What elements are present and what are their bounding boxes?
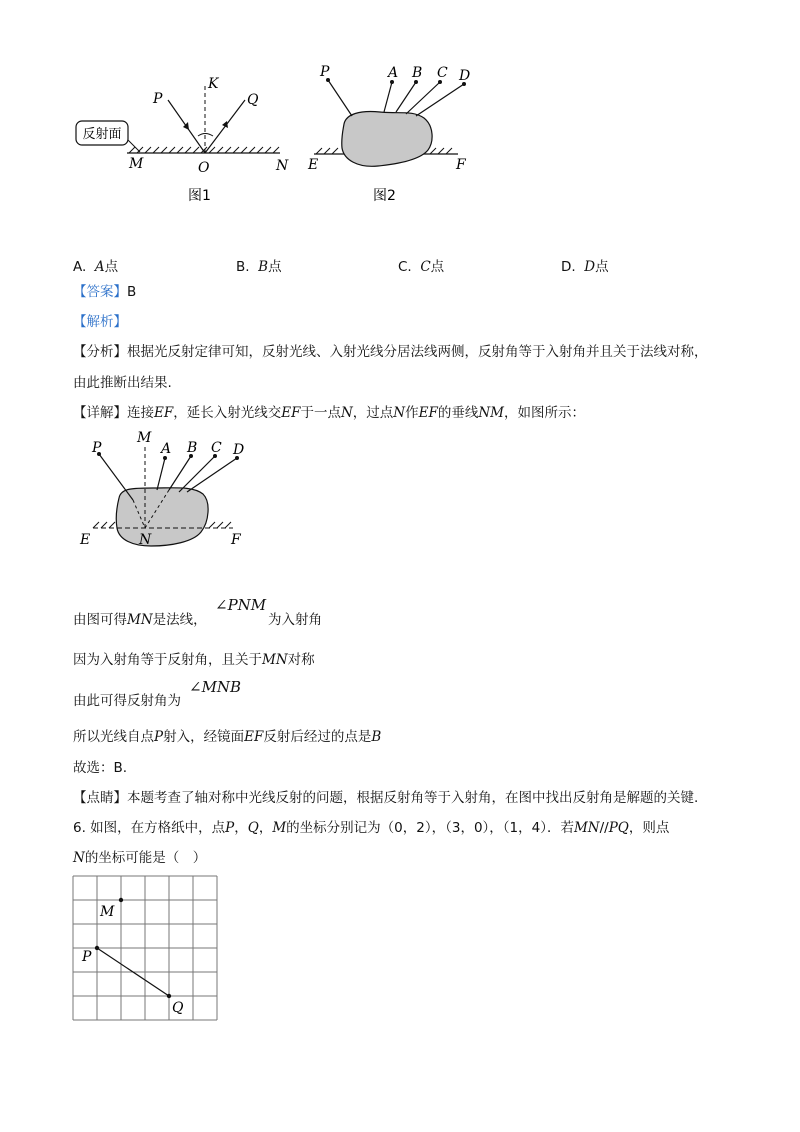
option-b: B. B点 bbox=[236, 259, 282, 275]
step-1-right: 为入射角 bbox=[268, 612, 322, 628]
rock-shape bbox=[342, 112, 432, 167]
figure-3 bbox=[75, 430, 275, 555]
option-c: C. C点 bbox=[398, 259, 445, 275]
answer-value: B bbox=[127, 284, 137, 300]
label-k: K bbox=[208, 76, 219, 92]
ray-d bbox=[416, 84, 464, 116]
label-f2: F bbox=[456, 157, 466, 173]
analysis-line-1: 【分析】根据光反射定律可知，反射光线、入射光线分居法线两侧，反射角等于入射角并且关于法线对称， bbox=[73, 344, 708, 360]
step-4: 所以光线自点P射入，经镜面EF反射后经过的点是B bbox=[73, 729, 382, 745]
label-e2: E bbox=[308, 157, 319, 173]
answer-tag: 【答案】 bbox=[73, 284, 127, 300]
label-b2: B bbox=[412, 65, 423, 81]
label-n: N bbox=[276, 158, 289, 174]
ray-p-3 bbox=[99, 454, 133, 500]
label-a2: A bbox=[388, 65, 399, 81]
label-o: O bbox=[198, 160, 210, 176]
label-d2: D bbox=[459, 68, 471, 84]
step-3: 由此可得反射角为 bbox=[73, 693, 181, 709]
label-p3: P bbox=[92, 440, 102, 456]
ray-b-3 bbox=[169, 456, 191, 490]
detail-line: 【详解】连接EF，延长入射光线交EF于一点N，过点N作EF的垂线NM，如图所示： bbox=[73, 405, 585, 421]
option-a: A. A点 bbox=[73, 259, 119, 275]
label-m: M bbox=[129, 156, 144, 172]
label-n3: N bbox=[139, 532, 152, 548]
label-c3: C bbox=[211, 440, 222, 456]
label-b3: B bbox=[187, 440, 198, 456]
grid-label-p: P bbox=[82, 949, 92, 965]
label-q: Q bbox=[247, 92, 259, 108]
label-pointer bbox=[128, 140, 140, 152]
label-a3: A bbox=[161, 441, 172, 457]
angle-pnm: ∠PNM bbox=[215, 596, 267, 614]
label-p2: P bbox=[320, 64, 330, 80]
angle-mnb: ∠MNB bbox=[189, 678, 242, 696]
option-d: D. D点 bbox=[561, 259, 609, 275]
reflect-surface-label: 反射面 bbox=[82, 127, 122, 142]
jiexi-tag: 【解析】 bbox=[73, 314, 127, 330]
ray-a bbox=[384, 82, 392, 112]
answer-line bbox=[73, 283, 136, 301]
question-6-line-1: 6. 如图，在方格纸中，点P，Q，M的坐标分别记为（0，2），（3，0），（1，4）．若MN//PQ，则点 bbox=[73, 820, 670, 836]
point-q bbox=[167, 994, 171, 998]
label-m3: M bbox=[137, 430, 152, 446]
ray-d-3 bbox=[187, 458, 237, 492]
grid-label-m: M bbox=[100, 904, 115, 920]
grid-lines bbox=[73, 876, 217, 1020]
caption-fig1: 图1 bbox=[188, 188, 211, 204]
label-p: P bbox=[153, 91, 163, 107]
ray-a-3 bbox=[157, 458, 165, 490]
comment-line: 【点睛】本题考查了轴对称中光线反射的问题，根据反射角等于入射角，在图中找出反射角是解题的关键. bbox=[73, 790, 699, 806]
point-m bbox=[119, 898, 123, 902]
caption-fig2: 图2 bbox=[373, 188, 396, 204]
grid-label-q: Q bbox=[172, 1000, 184, 1016]
step-2: 因为入射角等于反射角，且关于MN对称 bbox=[73, 652, 315, 668]
label-e3: E bbox=[80, 532, 91, 548]
question-6-line-2: N的坐标可能是（ ） bbox=[73, 850, 207, 866]
step-5: 故选：B. bbox=[73, 760, 128, 776]
label-f3: F bbox=[231, 532, 241, 548]
step-1-left: 由图可得MN是法线， bbox=[73, 612, 207, 628]
ray-c bbox=[406, 82, 440, 114]
figure-1 bbox=[70, 70, 300, 205]
ray-p bbox=[328, 80, 352, 116]
point-p bbox=[95, 946, 99, 950]
figure-2 bbox=[300, 62, 500, 205]
label-c2: C bbox=[437, 65, 448, 81]
analysis-line-2: 由此推断出结果. bbox=[73, 375, 172, 391]
grid-figure bbox=[72, 875, 220, 1023]
ray-c-3 bbox=[179, 456, 215, 492]
label-d3: D bbox=[233, 442, 245, 458]
